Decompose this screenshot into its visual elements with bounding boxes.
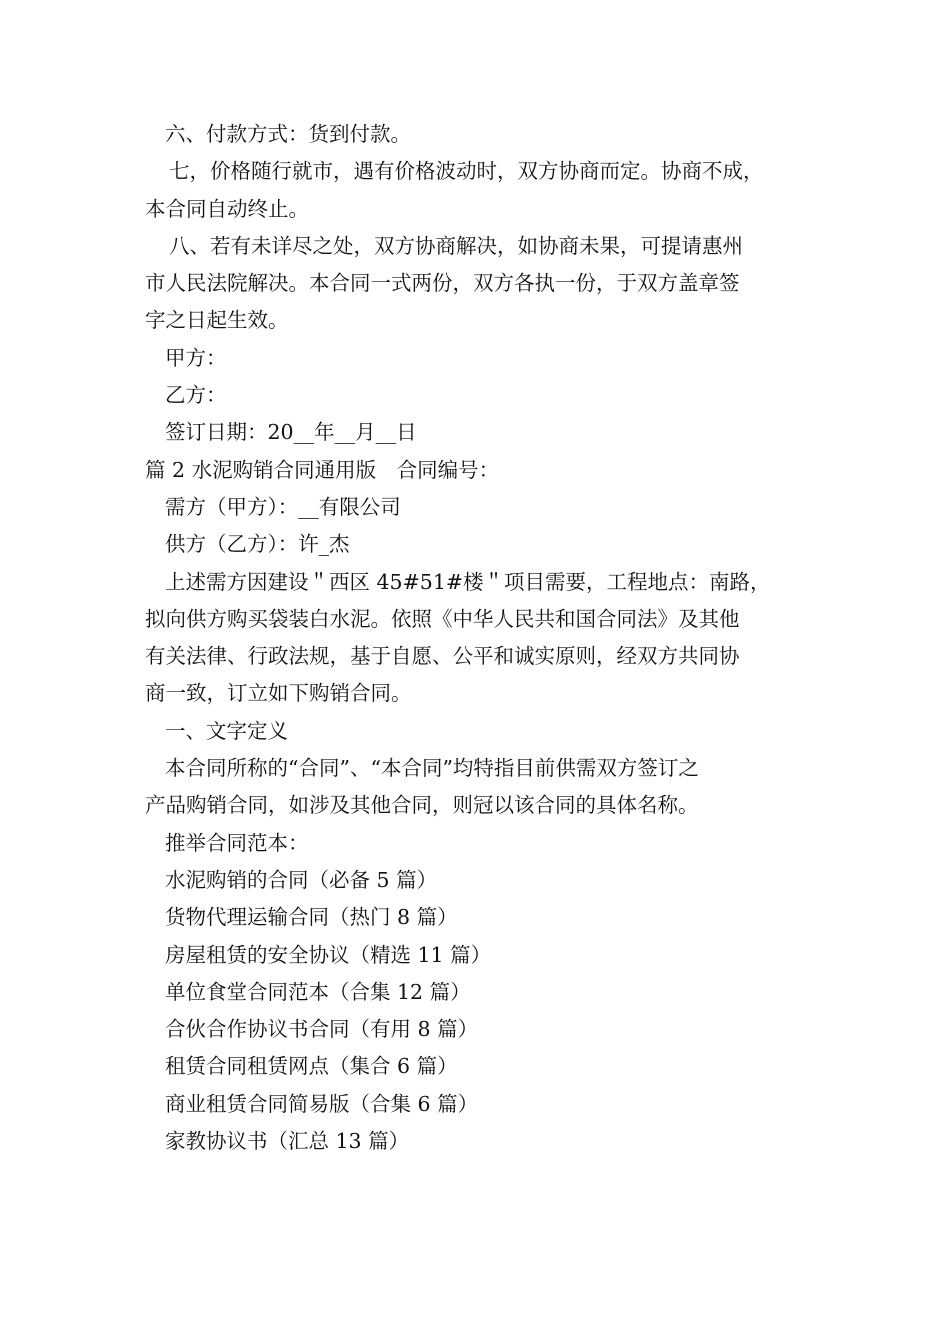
recommended-templates-heading: 推举合同范本：	[165, 830, 309, 855]
preamble-line-1: 上述需方因建设＂西区 45#51#楼＂项目需要，工程地点：南路，	[165, 569, 771, 594]
definitions-heading: 一、文字定义	[165, 718, 288, 743]
party-a-label: 甲方：	[165, 345, 227, 370]
supplier-line: 供方（乙方）：许_杰	[165, 532, 350, 557]
recommended-link-1[interactable]: 水泥购销的合同（必备 5 篇）	[165, 867, 438, 892]
dispute-clause-line-1: 八、若有未详尽之处，双方协商解决，如协商未果，可提请惠州	[169, 233, 743, 258]
signing-date-line: 签订日期：20__年__月__日	[165, 420, 417, 445]
preamble-line-4: 商一致，订立如下购销合同。	[145, 681, 412, 706]
dispute-clause-line-2: 市人民法院解决。本合同一式两份，双方各执一份，于双方盖章签	[145, 271, 740, 296]
recommended-link-4[interactable]: 单位食堂合同范本（合集 12 篇）	[165, 979, 471, 1004]
definitions-line-2: 产品购销合同，如涉及其他合同，则冠以该合同的具体名称。	[145, 793, 699, 818]
recommended-link-7[interactable]: 商业租赁合同简易版（合集 6 篇）	[165, 1091, 479, 1116]
price-clause-line-1: 七，价格随行就市，遇有价格波动时，双方协商而定。协商不成，	[169, 159, 764, 184]
recommended-link-5[interactable]: 合伙合作协议书合同（有用 8 篇）	[165, 1017, 479, 1042]
recommended-link-6[interactable]: 租赁合同租赁网点（集合 6 篇）	[165, 1054, 458, 1079]
dispute-clause-line-3: 字之日起生效。	[145, 308, 289, 333]
recommended-link-2[interactable]: 货物代理运输合同（热门 8 篇）	[165, 905, 458, 930]
document-body	[145, 116, 825, 1160]
buyer-line: 需方（甲方）：__有限公司	[165, 494, 401, 519]
recommended-link-3[interactable]: 房屋租赁的安全协议（精选 11 篇）	[165, 942, 492, 967]
payment-method-line: 六、付款方式：货到付款。	[165, 122, 411, 146]
party-b-label: 乙方：	[165, 383, 227, 408]
recommended-link-8[interactable]: 家教协议书（汇总 13 篇）	[165, 1129, 410, 1154]
definitions-line-1: 本合同所称的“合同”、“本合同”均特指目前供需双方签订之	[165, 756, 699, 781]
price-clause-line-2: 本合同自动终止。	[145, 196, 309, 221]
section-2-heading: 篇 2 水泥购销合同通用版 合同编号：	[145, 457, 500, 482]
preamble-line-3: 有关法律、行政法规，基于自愿、公平和诚实原则，经双方共同协	[145, 644, 740, 669]
preamble-line-2: 拟向供方购买袋装白水泥。依照《中华人民共和国合同法》及其他	[145, 606, 740, 631]
